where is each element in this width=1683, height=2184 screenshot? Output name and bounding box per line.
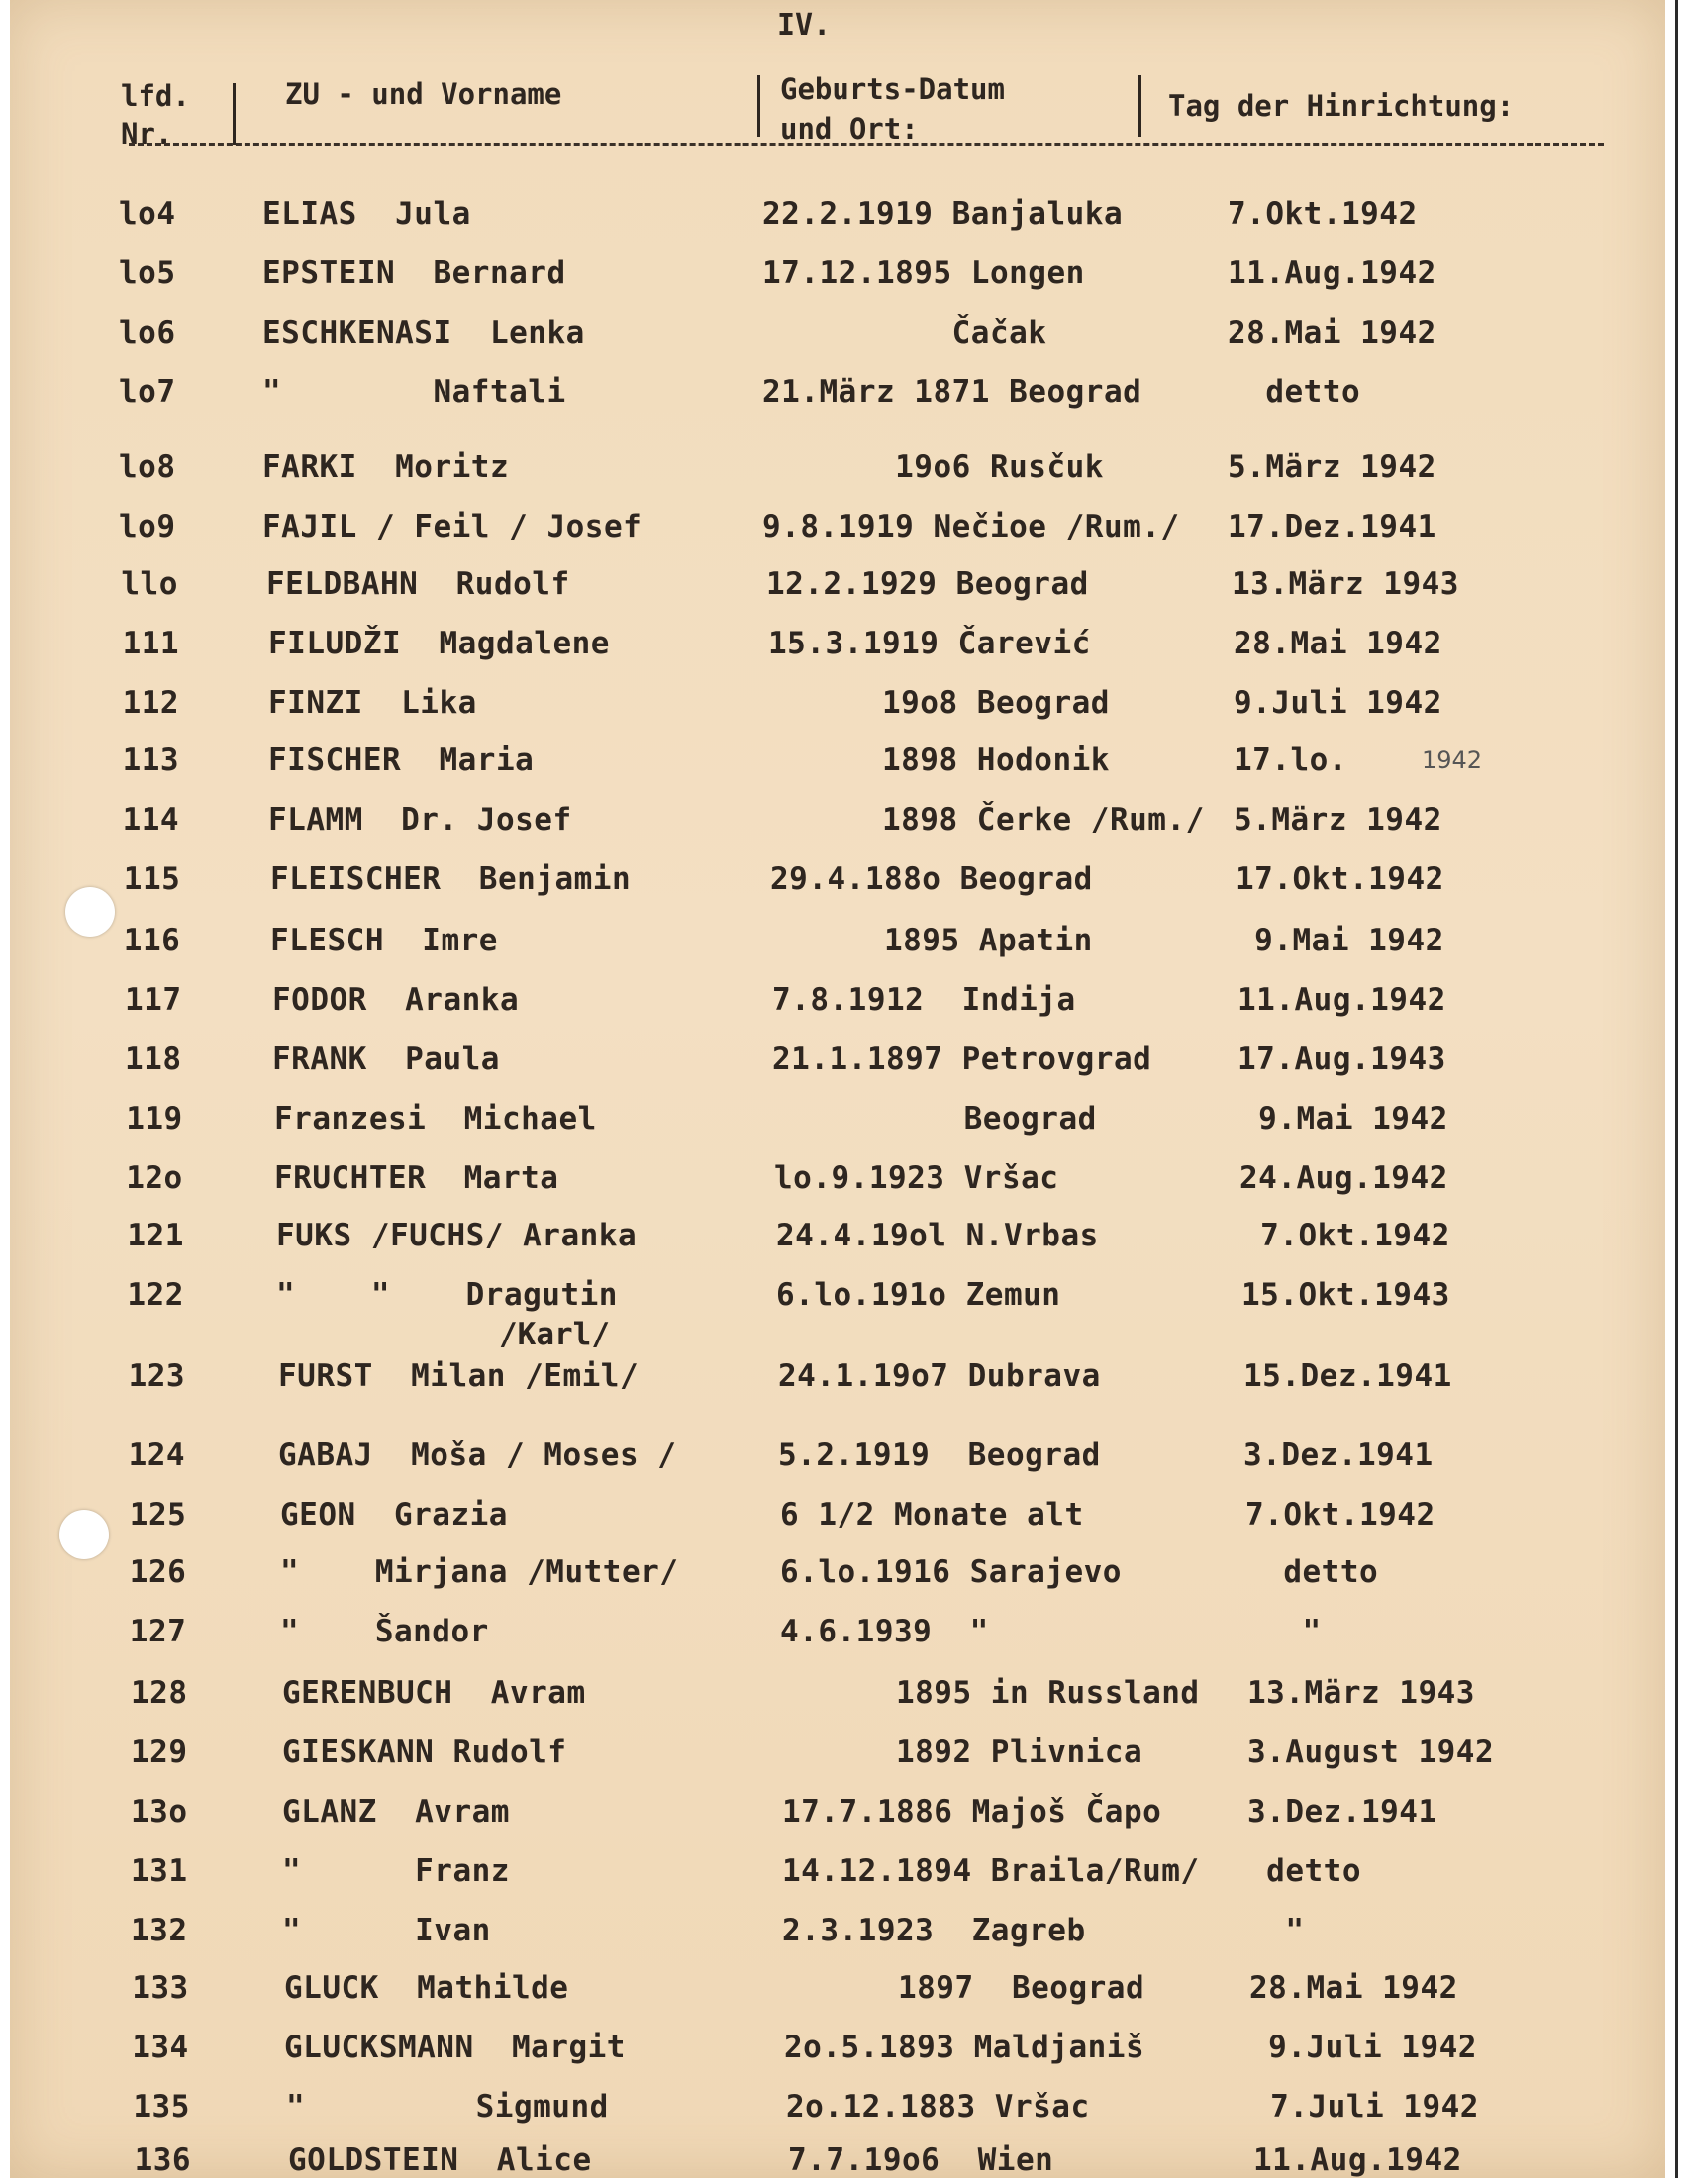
row-number: 125 (129, 1497, 187, 1533)
table-row (10, 564, 1665, 608)
header-name: ZU - und Vorname (285, 77, 562, 111)
row-birth: 19o6 Rusčuk (762, 449, 1104, 485)
row-number: 124 (128, 1438, 186, 1473)
row-execution-date: 3.Dez.1941 (1243, 1438, 1434, 1473)
row-execution-date: detto (1228, 374, 1361, 410)
row-name: " " Dragutin (276, 1277, 618, 1313)
row-execution-date: 9.Mai 1942 (1239, 1101, 1448, 1137)
row-number: 119 (126, 1101, 183, 1137)
row-number: 123 (128, 1358, 186, 1394)
table-row (10, 507, 1665, 550)
row-execution-date: 28.Mai 1942 (1249, 1970, 1458, 2006)
row-birth: 1898 Čerke /Rum./ (768, 802, 1205, 838)
row-name: FUKS /FUCHS/ Aranka (276, 1218, 638, 1253)
row-birth: 2.3.1923 Zagreb (782, 1913, 1086, 1948)
header-rule (129, 143, 1604, 146)
row-execution-date: 9.Mai 1942 (1236, 923, 1444, 958)
header-separator (233, 83, 236, 145)
row-execution-date: 28.Mai 1942 (1234, 626, 1442, 661)
row-birth: 6 1/2 Monate alt (780, 1497, 1084, 1533)
row-name: Franzesi Michael (274, 1101, 597, 1137)
row-number: 114 (122, 802, 180, 838)
row-execution-date: 7.Okt.1942 (1245, 1497, 1436, 1533)
row-number: 127 (129, 1614, 187, 1649)
row-birth: 17.7.1886 Majoš Čapo (782, 1794, 1162, 1830)
row-name: GEON Grazia (280, 1497, 508, 1533)
row-name: FAJIL / Feil / Josef (262, 509, 643, 545)
row-name: EPSTEIN Bernard (262, 255, 566, 291)
table-row (10, 1733, 1665, 1776)
row-execution-date: 7.Okt.1942 (1228, 196, 1418, 232)
table-row (10, 1911, 1665, 1954)
row-birth: 6.lo.191o Zemun (776, 1277, 1061, 1313)
row-name: ELIAS Jula (262, 196, 471, 232)
row-number: 134 (132, 2030, 189, 2065)
table-row (10, 2087, 1665, 2131)
row-execution-date: 9.Juli 1942 (1234, 685, 1442, 721)
row-birth: 1895 Apatin (770, 923, 1093, 958)
row-execution-date: 7.Juli 1942 (1251, 2089, 1479, 2125)
row-note: 1942 (1422, 746, 1483, 774)
row-birth: 7.8.1912 Indija (772, 982, 1076, 1018)
header-separator (1138, 75, 1141, 137)
row-number: 135 (133, 2089, 190, 2125)
row-number: 121 (127, 1218, 184, 1253)
table-row (10, 1040, 1665, 1083)
table-row (10, 683, 1665, 727)
table-row (10, 921, 1665, 964)
row-number: 131 (131, 1853, 188, 1889)
row-execution-date: 17.Aug.1943 (1238, 1042, 1446, 1077)
row-birth: 1898 Hodonik (768, 743, 1110, 778)
row-name: " Mirjana /Mutter/ (280, 1554, 679, 1590)
row-number: 117 (125, 982, 182, 1018)
row-name: FRUCHTER Marta (274, 1160, 559, 1196)
table-row (10, 1275, 1665, 1352)
row-birth: 21.1.1897 Petrovgrad (772, 1042, 1152, 1077)
row-number: lo8 (119, 449, 176, 485)
row-birth: 9.8.1919 Nečioe /Rum./ (762, 509, 1180, 545)
row-birth: 29.4.188o Beograd (770, 861, 1093, 897)
row-name: FRANK Paula (272, 1042, 500, 1077)
row-execution-date: 5.März 1942 (1228, 449, 1436, 485)
row-execution-date: 7.Okt.1942 (1241, 1218, 1450, 1253)
row-execution-date: 11.Aug.1942 (1228, 255, 1436, 291)
row-number: 113 (122, 743, 180, 778)
row-execution-date: 13.März 1943 (1247, 1675, 1475, 1711)
table-row (10, 1851, 1665, 1895)
row-number: 129 (131, 1735, 188, 1770)
row-number: 133 (132, 1970, 189, 2006)
row-execution-date: 24.Aug.1942 (1239, 1160, 1448, 1196)
table-row (10, 194, 1665, 238)
row-number: 111 (122, 626, 180, 661)
row-number: 12o (126, 1160, 183, 1196)
row-birth: lo.9.1923 Vršac (774, 1160, 1059, 1196)
table-row (10, 980, 1665, 1024)
row-execution-date: 17.lo. (1234, 743, 1347, 778)
table-row (10, 1612, 1665, 1655)
table-row (10, 1495, 1665, 1539)
row-execution-date: 11.Aug.1942 (1253, 2142, 1462, 2178)
row-name: " Ivan (282, 1913, 491, 1948)
table-row (10, 1356, 1665, 1400)
row-number: lo4 (119, 196, 176, 232)
row-name: " Sigmund (286, 2089, 609, 2125)
row-name: " Šandor (280, 1614, 489, 1649)
row-birth: 24.4.19ol N.Vrbas (776, 1218, 1099, 1253)
row-name: FELDBAHN Rudolf (266, 566, 570, 602)
table-row (10, 859, 1665, 903)
table-row (10, 1673, 1665, 1717)
table-row (10, 1968, 1665, 2012)
header-lfd-nr: lfd. Nr. (121, 79, 190, 150)
row-birth: 12.2.1929 Beograd (766, 566, 1089, 602)
row-name: GLUCK Mathilde (284, 1970, 569, 2006)
row-name: FILUDŽI Magdalene (268, 626, 610, 661)
row-name: GLUCKSMANN Margit (284, 2030, 626, 2065)
row-number: 112 (122, 685, 180, 721)
row-birth: 2o.5.1893 Maldjaniš (784, 2030, 1145, 2065)
table-row (10, 1552, 1665, 1596)
row-execution-date: detto (1247, 1853, 1361, 1889)
row-birth: 1895 in Russland (782, 1675, 1200, 1711)
row-number: 136 (134, 2142, 192, 2178)
table-row (10, 1436, 1665, 1479)
row-execution-date: 17.Okt.1942 (1236, 861, 1444, 897)
row-number: lo9 (119, 509, 176, 545)
table-row (10, 447, 1665, 491)
table-row (10, 2140, 1665, 2184)
row-name: FODOR Aranka (272, 982, 520, 1018)
row-execution-date: 17.Dez.1941 (1228, 509, 1436, 545)
row-birth: Čačak (762, 315, 1047, 350)
row-birth: 5.2.1919 Beograd (778, 1438, 1101, 1473)
row-birth: 19o8 Beograd (768, 685, 1110, 721)
row-name: FLEISCHER Benjamin (270, 861, 632, 897)
row-execution-date: 11.Aug.1942 (1238, 982, 1446, 1018)
row-execution-date: " (1245, 1614, 1322, 1649)
row-name: FARKI Moritz (262, 449, 510, 485)
table-row (10, 1792, 1665, 1836)
header-execution-date: Tag der Hinrichtung: (1168, 89, 1515, 123)
row-name: " Franz (282, 1853, 510, 1889)
row-birth: 17.12.1895 Longen (762, 255, 1085, 291)
table-row (10, 800, 1665, 844)
row-name: " Naftali (262, 374, 566, 410)
row-execution-date: 15.Dez.1941 (1243, 1358, 1452, 1394)
table-row (10, 624, 1665, 667)
row-birth: 2o.12.1883 Vršac (786, 2089, 1090, 2125)
row-birth: 1897 Beograd (784, 1970, 1145, 2006)
row-number: lo6 (119, 315, 176, 350)
row-birth: 1892 Plivnica (782, 1735, 1143, 1770)
table-row (10, 1216, 1665, 1259)
table-row (10, 1099, 1665, 1142)
row-name: FLAMM Dr. Josef (268, 802, 572, 838)
row-name: FURST Milan /Emil/ (278, 1358, 640, 1394)
row-execution-date: 3.Dez.1941 (1247, 1794, 1437, 1830)
table-row (10, 741, 1665, 784)
row-execution-date: 15.Okt.1943 (1241, 1277, 1450, 1313)
row-birth: Beograd (774, 1101, 1097, 1137)
row-number: lo5 (119, 255, 176, 291)
row-birth: 24.1.19o7 Dubrava (778, 1358, 1101, 1394)
row-execution-date: 5.März 1942 (1234, 802, 1442, 838)
row-number: 118 (125, 1042, 182, 1077)
table-row (10, 253, 1665, 297)
row-name: FINZI Lika (268, 685, 477, 721)
row-name: GIESKANN Rudolf (282, 1735, 567, 1770)
row-execution-date: 3.August 1942 (1247, 1735, 1495, 1770)
row-name: GOLDSTEIN Alice (288, 2142, 592, 2178)
table-row (10, 372, 1665, 416)
header-separator (757, 75, 760, 137)
row-birth: 4.6.1939 " (780, 1614, 989, 1649)
row-name-continuation: /Karl/ (499, 1317, 610, 1352)
row-name: GABAJ Moša / Moses / (278, 1438, 677, 1473)
header-birth: Geburts-Datum und Ort: (780, 72, 1005, 146)
row-execution-date: 13.März 1943 (1232, 566, 1459, 602)
row-birth: 15.3.1919 Čarević (768, 626, 1091, 661)
row-number: lo7 (119, 374, 176, 410)
row-name: ESCHKENASI Lenka (262, 315, 585, 350)
row-number: llo (121, 566, 178, 602)
row-execution-date: " (1247, 1913, 1305, 1948)
row-name: FISCHER Maria (268, 743, 535, 778)
page-number: IV. (777, 8, 832, 43)
row-execution-date: detto (1245, 1554, 1379, 1590)
row-birth: 21.März 1871 Beograd (762, 374, 1142, 410)
row-number: 116 (123, 923, 181, 958)
row-number: 126 (129, 1554, 187, 1590)
row-name: GERENBUCH Avram (282, 1675, 586, 1711)
row-number: 132 (131, 1913, 188, 1948)
row-execution-date: 28.Mai 1942 (1228, 315, 1436, 350)
row-birth: 14.12.1894 Braila/Rum/ (782, 1853, 1200, 1889)
table-row (10, 1158, 1665, 1202)
row-number: 128 (131, 1675, 188, 1711)
scan-edge (1675, 0, 1683, 2178)
row-birth: 6.lo.1916 Sarajevo (780, 1554, 1122, 1590)
row-birth: 22.2.1919 Banjaluka (762, 196, 1124, 232)
table-row (10, 2028, 1665, 2071)
row-number: 115 (123, 861, 181, 897)
row-number: 13o (131, 1794, 188, 1830)
table-row (10, 313, 1665, 356)
row-name: FLESCH Imre (270, 923, 498, 958)
row-birth: 7.7.19o6 Wien (788, 2142, 1054, 2178)
row-execution-date: 9.Juli 1942 (1249, 2030, 1477, 2065)
row-number: 122 (127, 1277, 184, 1313)
row-name: GLANZ Avram (282, 1794, 510, 1830)
document-page (10, 0, 1665, 2178)
